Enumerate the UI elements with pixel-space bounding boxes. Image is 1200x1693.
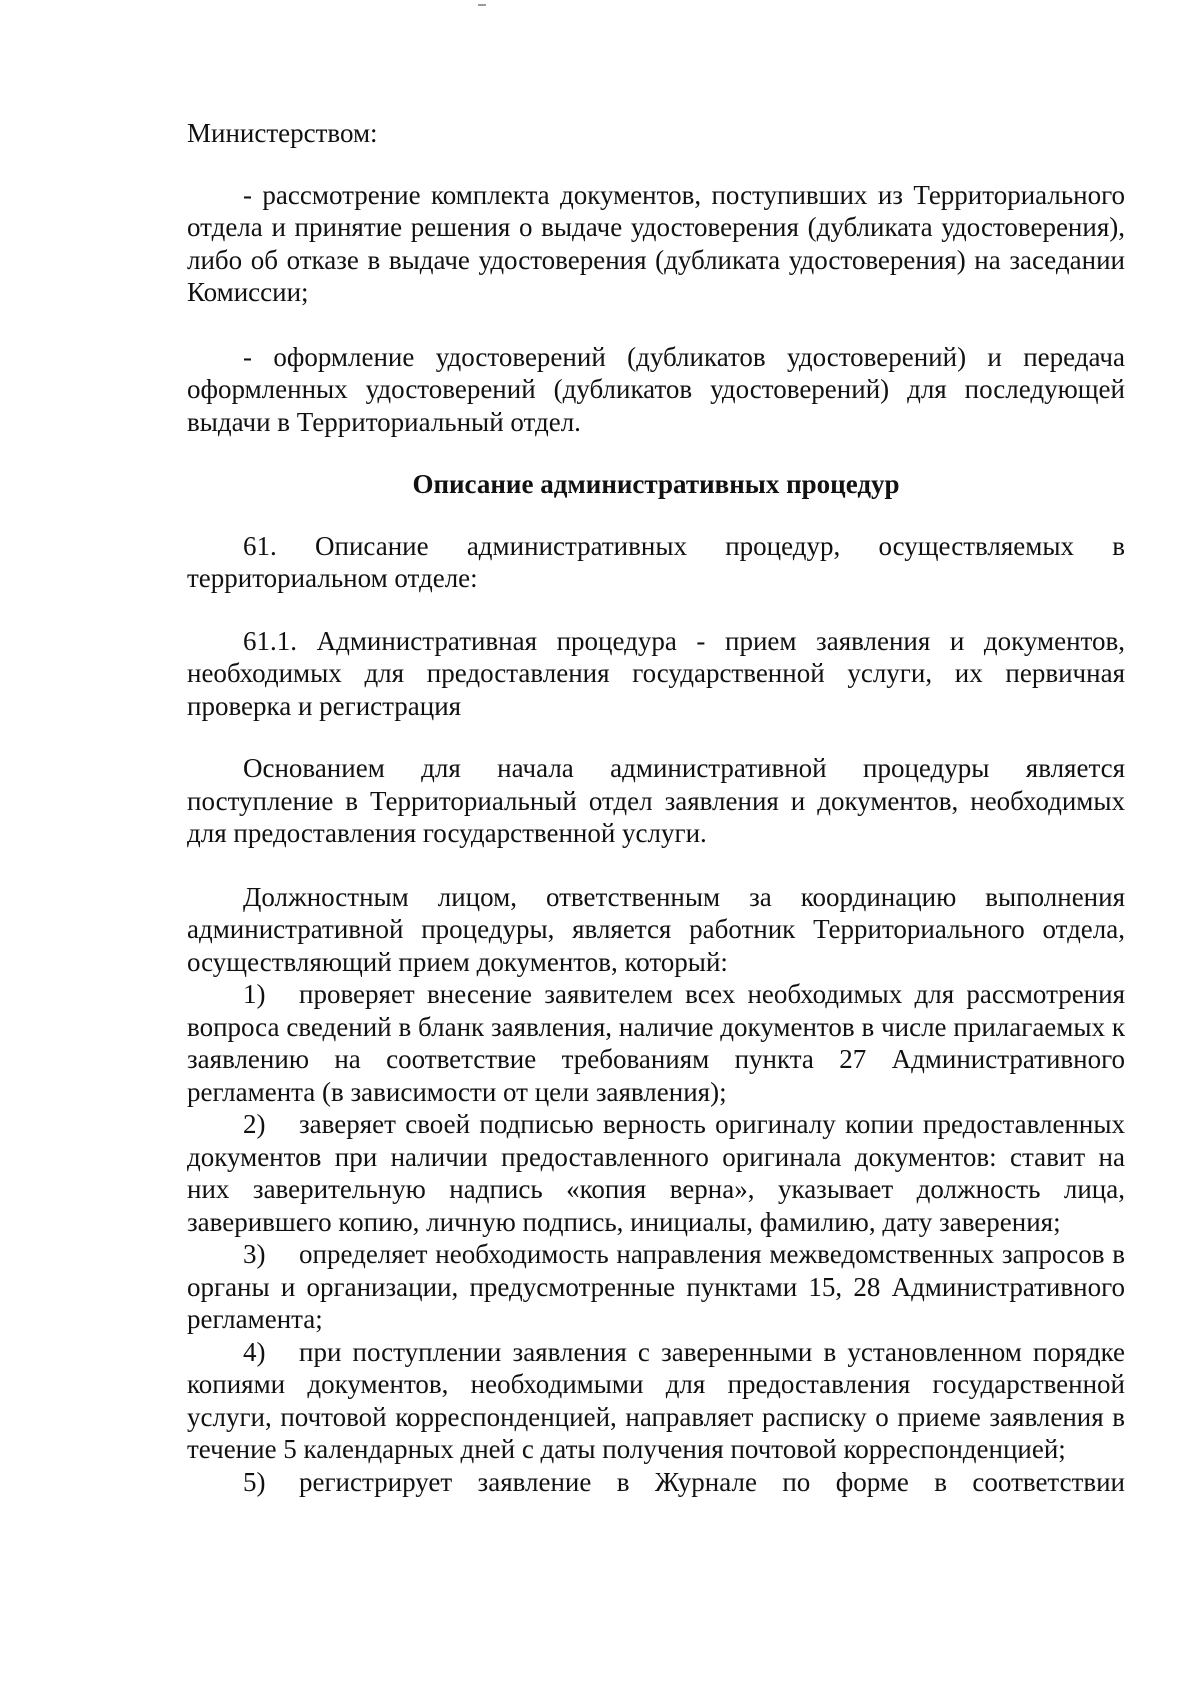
list-item-text: проверяет внесение заявителем всех необходимых для рассмотрения вопроса сведений в бланк заявления, наличие документов в числе прилагаемых к заявлению на соответствие требованиям пункта 27 Административного регламента (в зависимости от цели заявления); — [187, 979, 1125, 1107]
list-item-text: определяет необходимость направления межведомственных запросов в органы и организации, предусмотренные пунктами 15, 28 Административного регламента; — [187, 1239, 1125, 1334]
lead-text: Министерством: — [187, 118, 378, 148]
paragraph-61-1: 61.1. Административная процедура - прием заявления и документов, необходимых для предоставления государственной услуги, их первичная проверка и регистрация — [187, 625, 1125, 721]
list-item-text: заверяет своей подписью верность оригиналу копии предоставленных документов при наличии предоставленного оригинала документов: ставит на них заверительную надпись «копия верна», указывает должность лица, заверившего копию, личную подпись, инициалы, фамилию, дату заверения; — [187, 1109, 1125, 1237]
list-item-text: при поступлении заявления с заверенными в установленном порядке копиями документов, необходимыми для предоставления государственной услуги, почтовой корреспонденцией, направляет расписку о приеме заявления в течение 5 календарных дней с даты получения почтовой корреспонденцией; — [187, 1336, 1125, 1464]
paragraph-61: 61. Описание административных процедур, осуществляемых в территориальном отделе: — [187, 530, 1125, 593]
document-body — [187, 117, 1125, 1498]
list-item-number: 1) — [243, 979, 266, 1009]
basis-paragraph: Основанием для начала административной процедуры является поступление в Территориальный отдел заявления и документов, необходимых для предоставления государственной услуги. — [187, 753, 1125, 848]
bullet-paragraph-1: - рассмотрение комплекта документов, поступивших из Территориального отдела и принятие решения о выдаче удостоверения (дубликата удостоверения), либо об отказе в выдаче удостоверения (дубликата удостоверения) на заседании Комиссии; — [187, 179, 1125, 307]
list-item-number: 3) — [243, 1239, 266, 1269]
list-item-number: 4) — [243, 1336, 266, 1367]
list-item — [187, 1108, 1125, 1238]
scan-artifact-mark — [478, 4, 486, 6]
list-item-text: регистрирует заявление в Журнале по форме в соответствии — [299, 1466, 1125, 1497]
list-item — [187, 1466, 1125, 1499]
list-item-number: 2) — [243, 1109, 266, 1139]
list-item — [187, 1238, 1125, 1336]
bullet-paragraph-2: - оформление удостоверений (дубликатов удостоверений) и передача оформленных удостоверений (дубликатов удостоверений) для последующей выдачи в Территориальный отдел. — [187, 341, 1125, 437]
official-paragraph: Должностным лицом, ответственным за координацию выполнения административной процедуры, является работник Территориального отдела, осуществляющий прием документов, который: — [187, 881, 1125, 977]
list-item — [187, 978, 1125, 1108]
list-item-number: 5) — [243, 1466, 266, 1497]
list-item — [187, 1336, 1125, 1466]
section-title: Описание административных процедур — [412, 469, 900, 499]
